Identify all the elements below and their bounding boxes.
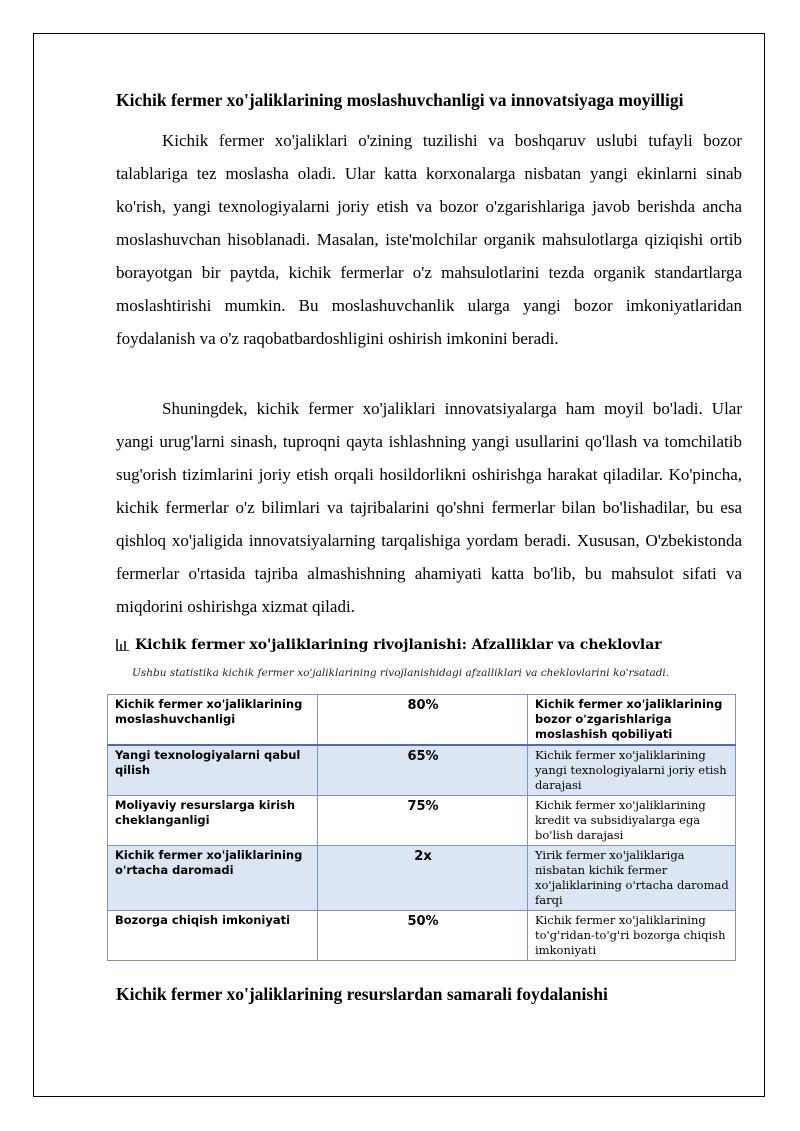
table-row <box>108 695 736 746</box>
row-description: Kichik fermer xo'jaliklarining yangi texnologiyalarni joriy etish darajasi <box>528 745 736 796</box>
row-description: Yirik fermer xo'jaliklariga nisbatan kichik fermer xo'jaliklarining o'rtacha daromad farqi <box>528 846 736 911</box>
table-row <box>108 846 736 911</box>
row-label: Bozorga chiqish imkoniyati <box>108 911 318 961</box>
table-caption: Ushbu statistika kichik fermer xo'jaliklarining rivojlanishidagi afzalliklari va cheklovlarini ko'rsatadi. <box>132 667 670 679</box>
paragraph-1: Kichik fermer xo'jaliklari o'zining tuzilishi va boshqaruv uslubi tufayli bozor talablariga tez moslasha oladi. Ular katta korxonalarga nisbatan yangi ekinlarni sinab ko'rish, yangi texnologiyalarni joriy etish va bozor o'zgarishlariga javob berishda ancha moslashuvchan hisoblanadi. Masalan, iste'molchilar organik mahsulotlarga qiziqishi ortib borayotgan bir paytda, kichik fermerlar o'z mahsulotlarini tezda organik standartlarga moslashtirishi mumkin. Bu moslashuvchanlik ularga yangi bozor imkoniyatlaridan foydalanish va o'z raqobatbardoshligini oshirish imkonini beradi. <box>116 131 742 348</box>
table-title-row <box>116 637 746 653</box>
statistics-table <box>107 694 736 961</box>
row-value: 80% <box>318 695 528 746</box>
row-label: Kichik fermer xo'jaliklarining o'rtacha daromadi <box>108 846 318 911</box>
row-label: Moliyaviy resurslarga kirish cheklanganligi <box>108 796 318 846</box>
row-description: Kichik fermer xo'jaliklarining bozor o'zgarishlariga moslashish qobiliyati <box>528 695 736 746</box>
row-description: Kichik fermer xo'jaliklarining to'g'ridan-to'g'ri bozorga chiqish imkoniyati <box>528 911 736 961</box>
section-heading-2: Kichik fermer xo'jaliklarining resurslardan samarali foydalanishi <box>116 984 608 1004</box>
row-value: 2x <box>318 846 528 911</box>
table-row <box>108 911 736 961</box>
table-title: Kichik fermer xo'jaliklarining rivojlanishi: Afzalliklar va cheklovlar <box>135 637 662 653</box>
row-description: Kichik fermer xo'jaliklarining kredit va subsidiyalarga ega bo'lish darajasi <box>528 796 736 846</box>
row-value: 65% <box>318 745 528 796</box>
bar-chart-icon <box>116 639 129 651</box>
section-heading: Kichik fermer xo'jaliklarining moslashuvchanligi va innovatsiyaga moyilligi <box>116 90 684 110</box>
row-label: Yangi texnologiyalarni qabul qilish <box>108 745 318 796</box>
row-value: 75% <box>318 796 528 846</box>
row-value: 50% <box>318 911 528 961</box>
table-row <box>108 796 736 846</box>
table-row <box>108 745 736 796</box>
paragraph-2: Shuningdek, kichik fermer xo'jaliklari innovatsiyalarga ham moyil bo'ladi. Ular yangi urug'larni sinash, tuproqni qayta ishlashning yangi usullarini qo'llash va tomchilatib sug'orish tizimlarini joriy etish orqali hosildorlikni oshirishga harakat qiladilar. Ko'pincha, kichik fermerlar o'z bilimlari va tajribalarini qo'shni fermerlar bilan bo'lishadilar, bu esa qishloq xo'jaligida innovatsiyalarning tarqalishiga yordam beradi. Xususan, O'zbekistonda fermerlar o'rtasida tajriba almashishning ahamiyati katta bo'lib, bu mahsulot sifati va miqdorini oshirishga xizmat qiladi. <box>116 399 742 616</box>
row-label: Kichik fermer xo'jaliklarining moslashuvchanligi <box>108 695 318 746</box>
